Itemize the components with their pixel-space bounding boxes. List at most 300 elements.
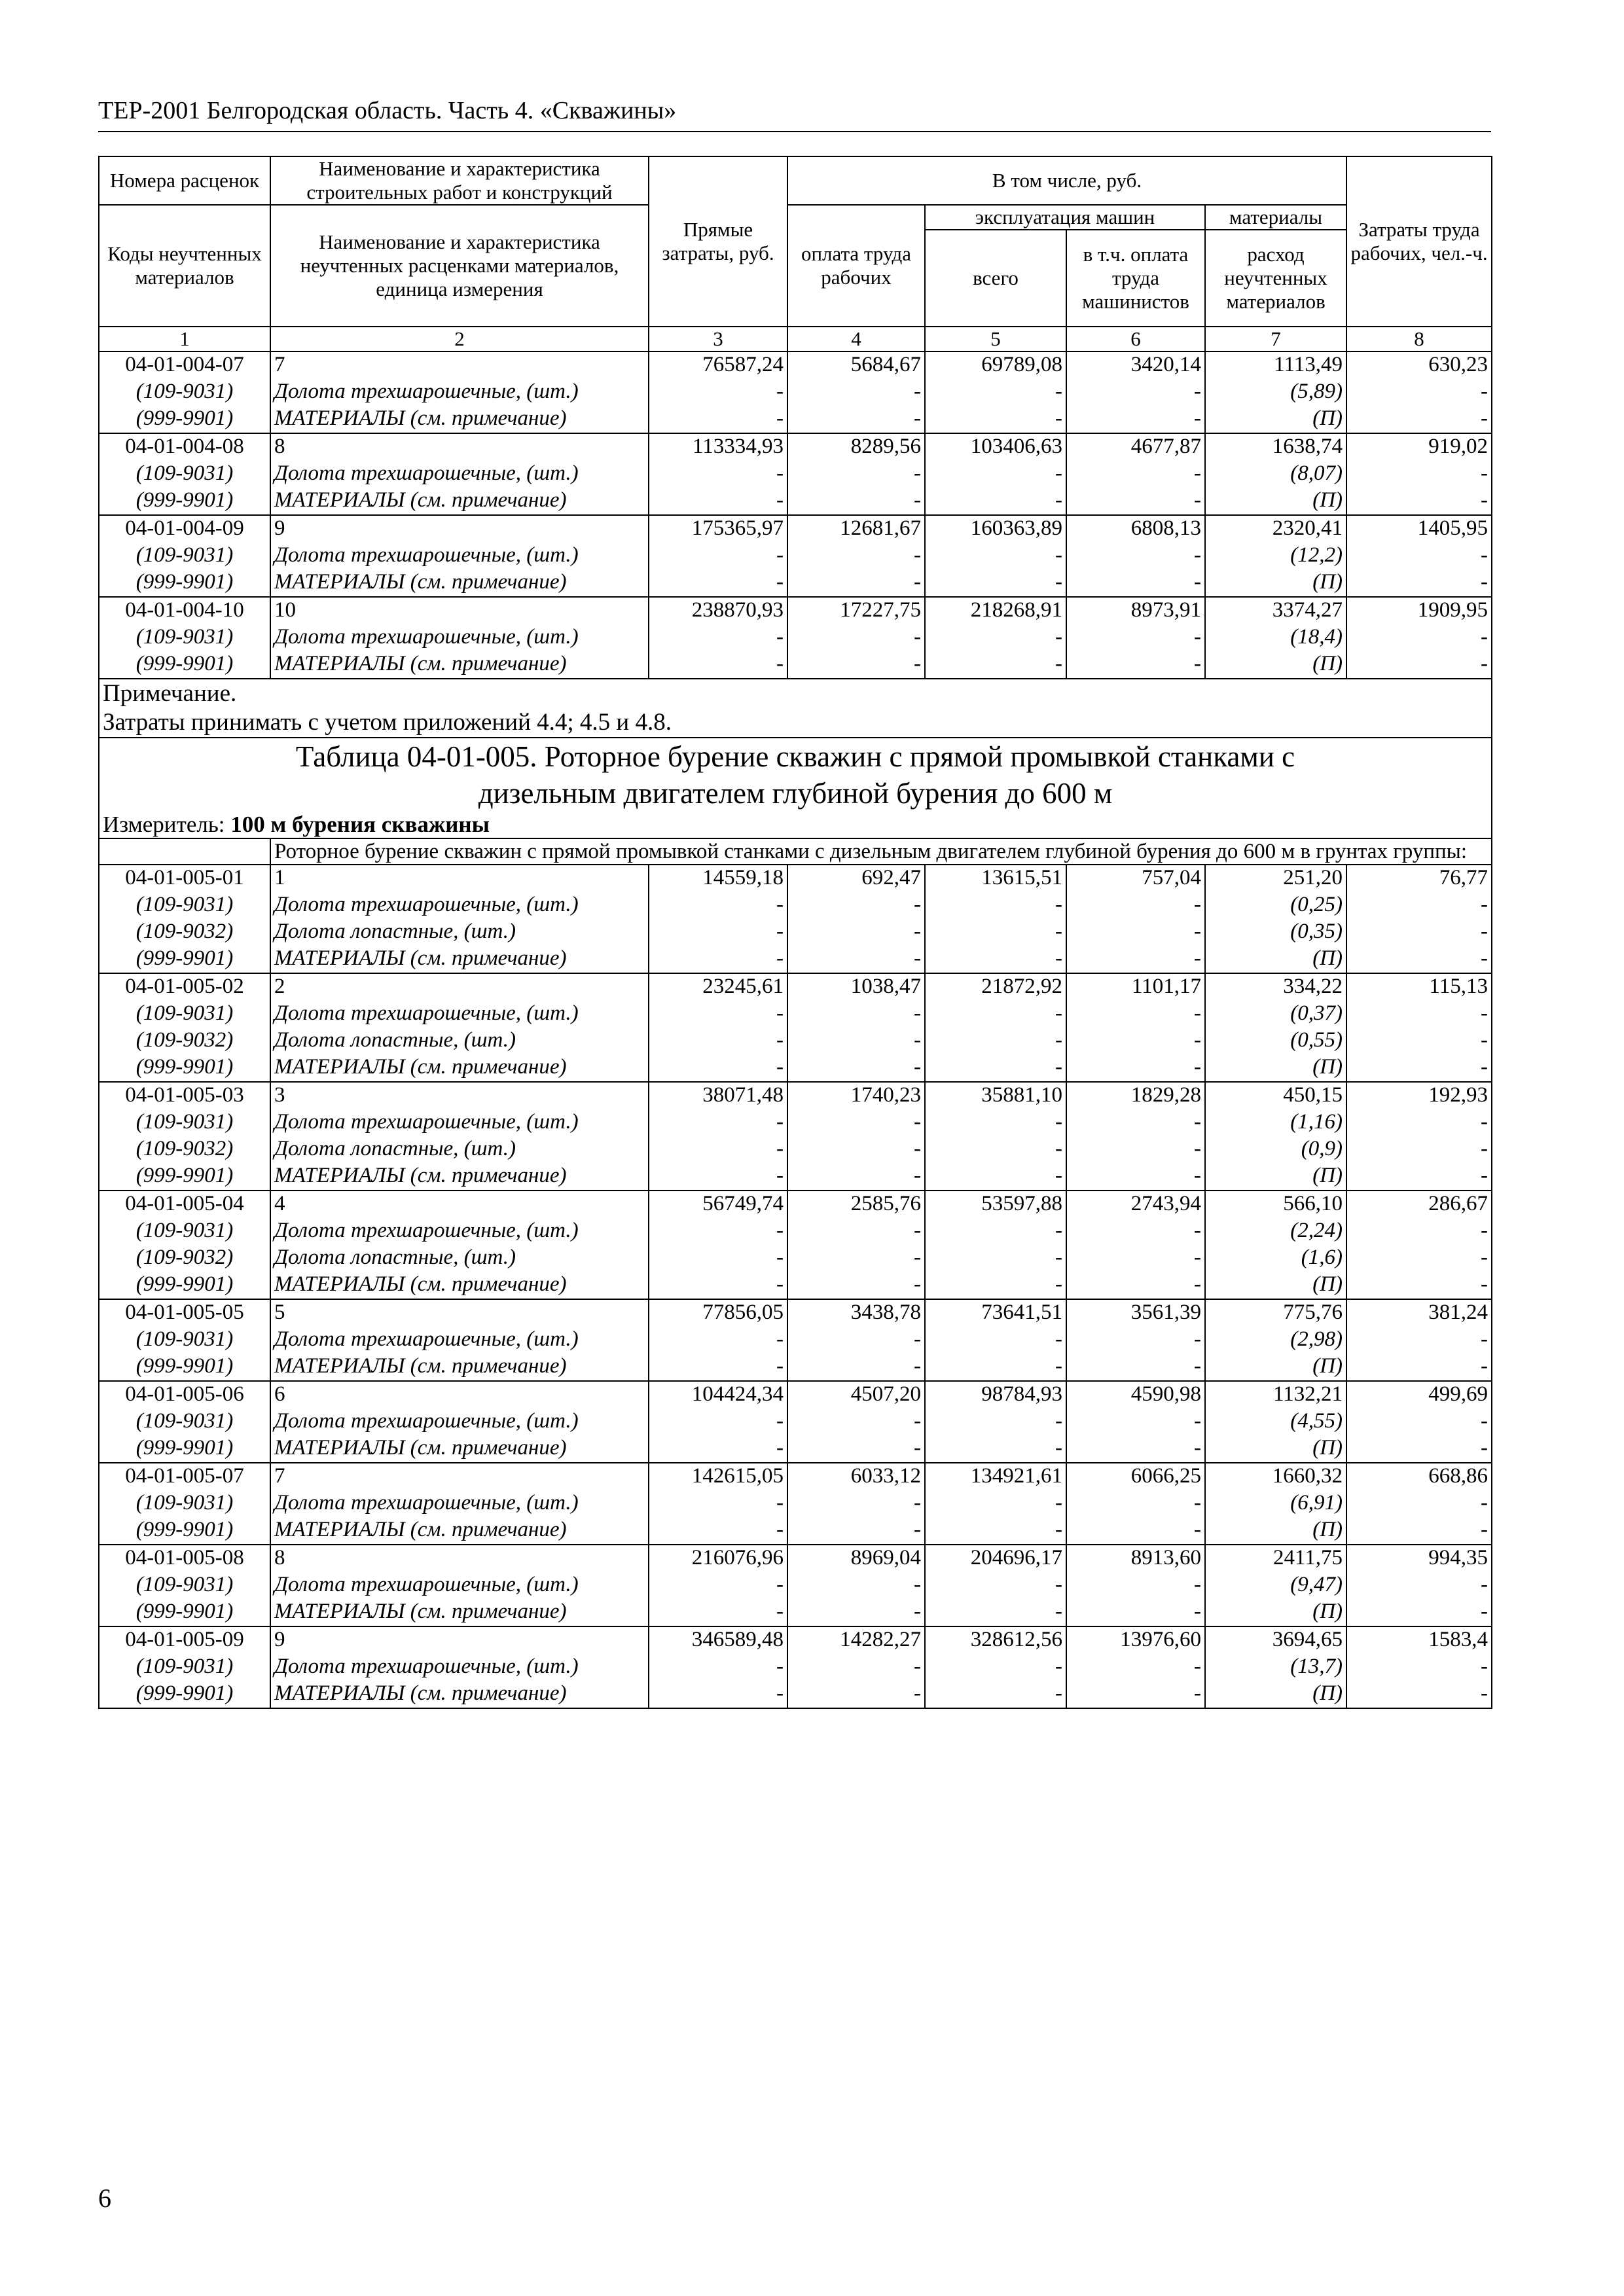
machines-total-cell: -	[925, 1572, 1066, 1599]
labor-hours-cell: -	[1346, 1408, 1492, 1435]
rate-code-cell: (109-9032)	[99, 1028, 270, 1054]
item-name-cell: Долота трехшарошечные, (шт.)	[270, 543, 649, 569]
table-row	[99, 651, 1492, 679]
rate-code-cell: (109-9031)	[99, 892, 270, 919]
workers-pay-cell: -	[787, 1327, 925, 1354]
item-name-cell: 9	[270, 515, 649, 543]
rate-code-cell: (999-9901)	[99, 1354, 270, 1381]
labor-hours-cell: -	[1346, 1028, 1492, 1054]
machines-total-cell: -	[925, 1136, 1066, 1163]
workers-pay-cell: -	[787, 1028, 925, 1054]
machinists-pay-cell: -	[1066, 1354, 1205, 1381]
table-row	[99, 919, 1492, 946]
rate-code-cell: (109-9031)	[99, 1218, 270, 1245]
machines-total-cell: -	[925, 624, 1066, 651]
materials-cell: (П)	[1205, 1435, 1346, 1463]
rate-code-cell: (109-9031)	[99, 543, 270, 569]
machinists-pay-cell: -	[1066, 379, 1205, 406]
table-row	[99, 1408, 1492, 1435]
header-rule	[98, 131, 1491, 132]
machinists-pay-cell: -	[1066, 569, 1205, 597]
direct-cost-cell: 175365,97	[649, 515, 787, 543]
materials-cell: (0,25)	[1205, 892, 1346, 919]
table-row	[99, 1299, 1492, 1327]
machinists-pay-cell: -	[1066, 651, 1205, 679]
workers-pay-cell: -	[787, 1517, 925, 1545]
table-row	[99, 569, 1492, 597]
workers-pay-cell: -	[787, 406, 925, 433]
direct-cost-cell: 142615,05	[649, 1463, 787, 1490]
materials-cell: (П)	[1205, 651, 1346, 679]
direct-cost-cell: -	[649, 1490, 787, 1517]
machinists-pay-cell: -	[1066, 1654, 1205, 1681]
direct-cost-cell: 56749,74	[649, 1191, 787, 1218]
item-name-cell: Долота трехшарошечные, (шт.)	[270, 1001, 649, 1028]
table-row	[99, 1654, 1492, 1681]
table-row	[99, 1327, 1492, 1354]
col-number: 4	[787, 327, 925, 351]
direct-cost-cell: -	[649, 543, 787, 569]
direct-cost-cell: -	[649, 1654, 787, 1681]
labor-hours-cell: -	[1346, 1572, 1492, 1599]
machines-total-cell: -	[925, 919, 1066, 946]
direct-cost-cell: -	[649, 1218, 787, 1245]
labor-hours-cell: -	[1346, 1245, 1492, 1272]
machines-total-cell: -	[925, 379, 1066, 406]
measure-row	[99, 812, 1492, 838]
machinists-pay-cell: 757,04	[1066, 865, 1205, 892]
rate-code-cell: 04-01-004-09	[99, 515, 270, 543]
labor-hours-cell: 286,67	[1346, 1191, 1492, 1218]
materials-cell: (8,07)	[1205, 461, 1346, 488]
machines-total-cell: -	[925, 892, 1066, 919]
labor-hours-cell: 1909,95	[1346, 597, 1492, 624]
materials-cell: (0,55)	[1205, 1028, 1346, 1054]
materials-cell: (6,91)	[1205, 1490, 1346, 1517]
materials-cell: 566,10	[1205, 1191, 1346, 1218]
table-row	[99, 1599, 1492, 1626]
direct-cost-cell: -	[649, 1681, 787, 1708]
materials-cell: (1,6)	[1205, 1245, 1346, 1272]
table-row	[99, 1463, 1492, 1490]
workers-pay-cell: -	[787, 1218, 925, 1245]
item-name-cell: МАТЕРИАЛЫ (см. примечание)	[270, 946, 649, 973]
machinists-pay-cell: -	[1066, 1408, 1205, 1435]
note-cell	[99, 679, 1492, 738]
table-row	[99, 597, 1492, 624]
machinists-pay-cell: -	[1066, 892, 1205, 919]
machines-total-cell: 53597,88	[925, 1191, 1066, 1218]
labor-hours-cell: -	[1346, 946, 1492, 973]
direct-cost-cell: 113334,93	[649, 433, 787, 461]
col-number: 8	[1346, 327, 1492, 351]
rate-code-cell: (999-9901)	[99, 488, 270, 515]
labor-hours-cell: 630,23	[1346, 351, 1492, 379]
labor-hours-cell: 668,86	[1346, 1463, 1492, 1490]
workers-pay-cell: -	[787, 1354, 925, 1381]
col-number: 1	[99, 327, 270, 351]
labor-hours-cell: -	[1346, 1001, 1492, 1028]
machines-total-cell: -	[925, 543, 1066, 569]
machines-total-cell: -	[925, 461, 1066, 488]
machinists-pay-cell: -	[1066, 461, 1205, 488]
rate-code-cell: (109-9031)	[99, 1109, 270, 1136]
table-row	[99, 865, 1492, 892]
table-row	[99, 1054, 1492, 1082]
workers-pay-cell: 692,47	[787, 865, 925, 892]
labor-hours-cell: -	[1346, 624, 1492, 651]
column-numbers-row	[99, 327, 1492, 351]
direct-cost-cell: -	[649, 1572, 787, 1599]
rate-code-cell: (109-9032)	[99, 919, 270, 946]
direct-cost-cell: -	[649, 406, 787, 433]
table-row	[99, 1435, 1492, 1463]
table-row	[99, 1191, 1492, 1218]
machinists-pay-cell: -	[1066, 919, 1205, 946]
workers-pay-cell: -	[787, 624, 925, 651]
materials-cell: (П)	[1205, 1272, 1346, 1299]
rate-code-cell: (109-9031)	[99, 1408, 270, 1435]
machines-total-cell: -	[925, 1272, 1066, 1299]
workers-pay-cell: 17227,75	[787, 597, 925, 624]
materials-cell: 2320,41	[1205, 515, 1346, 543]
direct-cost-cell: -	[649, 1028, 787, 1054]
rate-code-cell: 04-01-005-04	[99, 1191, 270, 1218]
direct-cost-cell: -	[649, 919, 787, 946]
machines-total-cell: -	[925, 1327, 1066, 1354]
rate-code-cell: (999-9901)	[99, 946, 270, 973]
item-name-cell: 3	[270, 1082, 649, 1109]
direct-cost-cell: 76587,24	[649, 351, 787, 379]
direct-cost-cell: -	[649, 1408, 787, 1435]
workers-pay-cell: 3438,78	[787, 1299, 925, 1327]
table-row	[99, 1163, 1492, 1191]
materials-cell: (0,9)	[1205, 1136, 1346, 1163]
direct-cost-cell: -	[649, 651, 787, 679]
table-row	[99, 1626, 1492, 1654]
materials-cell: (1,16)	[1205, 1109, 1346, 1136]
item-name-cell: МАТЕРИАЛЫ (см. примечание)	[270, 1272, 649, 1299]
rate-code-cell: (109-9032)	[99, 1136, 270, 1163]
item-name-cell: МАТЕРИАЛЫ (см. примечание)	[270, 1163, 649, 1191]
direct-cost-cell: 216076,96	[649, 1545, 787, 1572]
labor-hours-cell: -	[1346, 1681, 1492, 1708]
workers-pay-cell: -	[787, 1136, 925, 1163]
machinists-pay-cell: -	[1066, 1245, 1205, 1272]
machinists-pay-cell: 6066,25	[1066, 1463, 1205, 1490]
labor-hours-cell: -	[1346, 1517, 1492, 1545]
machinists-pay-cell: -	[1066, 1681, 1205, 1708]
rates-table	[98, 156, 1492, 1709]
materials-cell: (П)	[1205, 946, 1346, 973]
labor-hours-cell: 1405,95	[1346, 515, 1492, 543]
machinists-pay-cell: -	[1066, 1572, 1205, 1599]
rate-code-cell: (109-9031)	[99, 1490, 270, 1517]
machines-total-cell: -	[925, 1408, 1066, 1435]
labor-hours-cell: -	[1346, 1599, 1492, 1626]
machinists-pay-cell: -	[1066, 543, 1205, 569]
rate-code-cell: (999-9901)	[99, 406, 270, 433]
table-row	[99, 946, 1492, 973]
workers-pay-cell: -	[787, 1163, 925, 1191]
labor-hours-cell: -	[1346, 406, 1492, 433]
direct-cost-cell: -	[649, 1327, 787, 1354]
materials-cell: (18,4)	[1205, 624, 1346, 651]
table-row	[99, 973, 1492, 1001]
header-codes-bottom: Коды неучтенных материалов	[99, 205, 270, 327]
machines-total-cell: -	[925, 1109, 1066, 1136]
item-name-cell: МАТЕРИАЛЫ (см. примечание)	[270, 1435, 649, 1463]
materials-cell: 1638,74	[1205, 433, 1346, 461]
materials-cell: (13,7)	[1205, 1654, 1346, 1681]
item-name-cell: Долота трехшарошечные, (шт.)	[270, 461, 649, 488]
machinists-pay-cell: 4677,87	[1066, 433, 1205, 461]
workers-pay-cell: 4507,20	[787, 1381, 925, 1408]
rate-code-cell: (999-9901)	[99, 1054, 270, 1082]
labor-hours-cell: -	[1346, 1654, 1492, 1681]
labor-hours-cell: -	[1346, 892, 1492, 919]
item-name-cell: 8	[270, 433, 649, 461]
col-number: 2	[270, 327, 649, 351]
machinists-pay-cell: 6808,13	[1066, 515, 1205, 543]
direct-cost-cell: 38071,48	[649, 1082, 787, 1109]
machines-total-cell: 160363,89	[925, 515, 1066, 543]
item-name-cell: Долота трехшарошечные, (шт.)	[270, 624, 649, 651]
materials-cell: (0,35)	[1205, 919, 1346, 946]
machines-total-cell: -	[925, 1599, 1066, 1626]
workers-pay-cell: -	[787, 1435, 925, 1463]
workers-pay-cell: 6033,12	[787, 1463, 925, 1490]
table-row	[99, 1572, 1492, 1599]
rate-code-cell: (109-9031)	[99, 1001, 270, 1028]
labor-hours-cell: 499,69	[1346, 1381, 1492, 1408]
rate-code-cell: 04-01-005-01	[99, 865, 270, 892]
machinists-pay-cell: -	[1066, 1272, 1205, 1299]
workers-pay-cell: 2585,76	[787, 1191, 925, 1218]
labor-hours-cell: -	[1346, 488, 1492, 515]
item-name-cell: 2	[270, 973, 649, 1001]
section-2-body	[99, 865, 1492, 1708]
table-row	[99, 1354, 1492, 1381]
table-row	[99, 1245, 1492, 1272]
rate-code-cell: 04-01-005-09	[99, 1626, 270, 1654]
item-name-cell: МАТЕРИАЛЫ (см. примечание)	[270, 1054, 649, 1082]
table-row	[99, 1381, 1492, 1408]
machines-total-cell: -	[925, 651, 1066, 679]
workers-pay-cell: 1038,47	[787, 973, 925, 1001]
materials-cell: (2,24)	[1205, 1218, 1346, 1245]
direct-cost-cell: -	[649, 1136, 787, 1163]
labor-hours-cell: -	[1346, 1218, 1492, 1245]
machines-total-cell: -	[925, 406, 1066, 433]
direct-cost-cell: -	[649, 461, 787, 488]
item-name-cell: МАТЕРИАЛЫ (см. примечание)	[270, 651, 649, 679]
header-materials: материалы	[1205, 205, 1346, 230]
table-row	[99, 1109, 1492, 1136]
machinists-pay-cell: -	[1066, 1327, 1205, 1354]
rate-code-cell: (999-9901)	[99, 1435, 270, 1463]
table-row	[99, 433, 1492, 461]
machines-total-cell: -	[925, 1490, 1066, 1517]
machinists-pay-cell: -	[1066, 1517, 1205, 1545]
workers-pay-cell: -	[787, 1599, 925, 1626]
direct-cost-cell: -	[649, 624, 787, 651]
group-title: Роторное бурение скважин с прямой промывкой станками с дизельным двигателем глубиной бурения до 600 м в грунтах группы:	[270, 838, 1492, 865]
machines-total-cell: -	[925, 1054, 1066, 1082]
materials-cell: (9,47)	[1205, 1572, 1346, 1599]
direct-cost-cell: -	[649, 1054, 787, 1082]
table-row	[99, 1272, 1492, 1299]
machines-total-cell: -	[925, 1354, 1066, 1381]
measure-cell	[99, 812, 1492, 838]
table-row	[99, 1218, 1492, 1245]
machinists-pay-cell: 8913,60	[1066, 1545, 1205, 1572]
rate-code-cell: (109-9031)	[99, 1327, 270, 1354]
workers-pay-cell: -	[787, 892, 925, 919]
rate-code-cell: 04-01-005-02	[99, 973, 270, 1001]
materials-cell: (2,98)	[1205, 1327, 1346, 1354]
labor-hours-cell: -	[1346, 1163, 1492, 1191]
workers-pay-cell: -	[787, 379, 925, 406]
machinists-pay-cell: -	[1066, 1218, 1205, 1245]
workers-pay-cell: -	[787, 1408, 925, 1435]
workers-pay-cell: 12681,67	[787, 515, 925, 543]
machinists-pay-cell: -	[1066, 1028, 1205, 1054]
table-row	[99, 488, 1492, 515]
materials-cell: (П)	[1205, 1163, 1346, 1191]
direct-cost-cell: 104424,34	[649, 1381, 787, 1408]
rate-code-cell: 04-01-004-07	[99, 351, 270, 379]
machines-total-cell: -	[925, 1028, 1066, 1054]
rate-code-cell: 04-01-005-05	[99, 1299, 270, 1327]
header-workers-pay: оплата труда рабочих	[787, 205, 925, 327]
rate-code-cell: (999-9901)	[99, 651, 270, 679]
materials-cell: (П)	[1205, 1354, 1346, 1381]
header-including: В том числе, руб.	[787, 156, 1346, 205]
note-label: Примечание.	[103, 680, 237, 707]
materials-cell: 3374,27	[1205, 597, 1346, 624]
machines-total-cell: 103406,63	[925, 433, 1066, 461]
machines-total-cell: 69789,08	[925, 351, 1066, 379]
item-name-cell: МАТЕРИАЛЫ (см. примечание)	[270, 1517, 649, 1545]
workers-pay-cell: -	[787, 1654, 925, 1681]
measure-value: 100 м бурения скважины	[230, 812, 490, 837]
materials-cell: (П)	[1205, 488, 1346, 515]
workers-pay-cell: -	[787, 1572, 925, 1599]
direct-cost-cell: 238870,93	[649, 597, 787, 624]
workers-pay-cell: -	[787, 1001, 925, 1028]
item-name-cell: 9	[270, 1626, 649, 1654]
labor-hours-cell: -	[1346, 1272, 1492, 1299]
machines-total-cell: -	[925, 569, 1066, 597]
workers-pay-cell: 5684,67	[787, 351, 925, 379]
workers-pay-cell: -	[787, 919, 925, 946]
machines-total-cell: 73641,51	[925, 1299, 1066, 1327]
table-row	[99, 543, 1492, 569]
table-row	[99, 1028, 1492, 1054]
workers-pay-cell: -	[787, 1272, 925, 1299]
machines-total-cell: 204696,17	[925, 1545, 1066, 1572]
materials-cell: 1660,32	[1205, 1463, 1346, 1490]
item-name-cell: Долота трехшарошечные, (шт.)	[270, 1408, 649, 1435]
machinists-pay-cell: 4590,98	[1066, 1381, 1205, 1408]
header-codes-top: Номера расценок	[99, 156, 270, 205]
machinists-pay-cell: -	[1066, 406, 1205, 433]
direct-cost-cell: -	[649, 569, 787, 597]
header-labor-hours: Затраты труда рабочих, чел.-ч.	[1346, 156, 1492, 327]
direct-cost-cell: -	[649, 488, 787, 515]
workers-pay-cell: -	[787, 651, 925, 679]
item-name-cell: Долота лопастные, (шт.)	[270, 1028, 649, 1054]
machines-total-cell: 328612,56	[925, 1626, 1066, 1654]
table-row	[99, 406, 1492, 433]
header-machines-total: всего	[925, 230, 1066, 327]
table-row	[99, 1545, 1492, 1572]
page-number: 6	[98, 2183, 111, 2213]
materials-cell: (12,2)	[1205, 543, 1346, 569]
materials-cell: (П)	[1205, 406, 1346, 433]
col-number: 3	[649, 327, 787, 351]
item-name-cell: МАТЕРИАЛЫ (см. примечание)	[270, 1681, 649, 1708]
machinists-pay-cell: 3561,39	[1066, 1299, 1205, 1327]
table-title-line-1: Таблица 04-01-005. Роторное бурение скважин с прямой промывкой станками с	[295, 740, 1295, 773]
machinists-pay-cell: -	[1066, 1136, 1205, 1163]
direct-cost-cell: -	[649, 1517, 787, 1545]
table-row	[99, 1490, 1492, 1517]
machinists-pay-cell: -	[1066, 624, 1205, 651]
direct-cost-cell: -	[649, 379, 787, 406]
item-name-cell: МАТЕРИАЛЫ (см. примечание)	[270, 569, 649, 597]
direct-cost-cell: -	[649, 1599, 787, 1626]
rate-code-cell: 04-01-004-10	[99, 597, 270, 624]
labor-hours-cell: 192,93	[1346, 1082, 1492, 1109]
workers-pay-cell: -	[787, 543, 925, 569]
header-machines: эксплуатация машин	[925, 205, 1205, 230]
machines-total-cell: -	[925, 1435, 1066, 1463]
labor-hours-cell: 381,24	[1346, 1299, 1492, 1327]
header-name-bottom: Наименование и характеристика неучтенных расценками материалов, единица измерения	[270, 205, 649, 327]
workers-pay-cell: 1740,23	[787, 1082, 925, 1109]
workers-pay-cell: -	[787, 1109, 925, 1136]
machinists-pay-cell: 3420,14	[1066, 351, 1205, 379]
materials-cell: (П)	[1205, 1517, 1346, 1545]
item-name-cell: МАТЕРИАЛЫ (см. примечание)	[270, 1354, 649, 1381]
header-machinists-pay: в т.ч. оплата труда машинистов	[1066, 230, 1205, 327]
machines-total-cell: -	[925, 946, 1066, 973]
rate-code-cell: (999-9901)	[99, 1517, 270, 1545]
machines-total-cell: -	[925, 1517, 1066, 1545]
machines-total-cell: -	[925, 1681, 1066, 1708]
item-name-cell: 7	[270, 1463, 649, 1490]
machines-total-cell: -	[925, 1218, 1066, 1245]
rate-code-cell: 04-01-005-07	[99, 1463, 270, 1490]
labor-hours-cell: -	[1346, 1327, 1492, 1354]
machinists-pay-cell: -	[1066, 946, 1205, 973]
materials-cell: (П)	[1205, 569, 1346, 597]
group-title-row	[99, 838, 1492, 865]
header-material-consumption: расход неучтенных материалов	[1205, 230, 1346, 327]
labor-hours-cell: -	[1346, 1435, 1492, 1463]
materials-cell: (П)	[1205, 1681, 1346, 1708]
workers-pay-cell: -	[787, 946, 925, 973]
materials-cell: 251,20	[1205, 865, 1346, 892]
item-name-cell: Долота лопастные, (шт.)	[270, 1136, 649, 1163]
table-row	[99, 379, 1492, 406]
workers-pay-cell: -	[787, 1245, 925, 1272]
machines-total-cell: 218268,91	[925, 597, 1066, 624]
machines-total-cell: -	[925, 1654, 1066, 1681]
item-name-cell: Долота трехшарошечные, (шт.)	[270, 1654, 649, 1681]
